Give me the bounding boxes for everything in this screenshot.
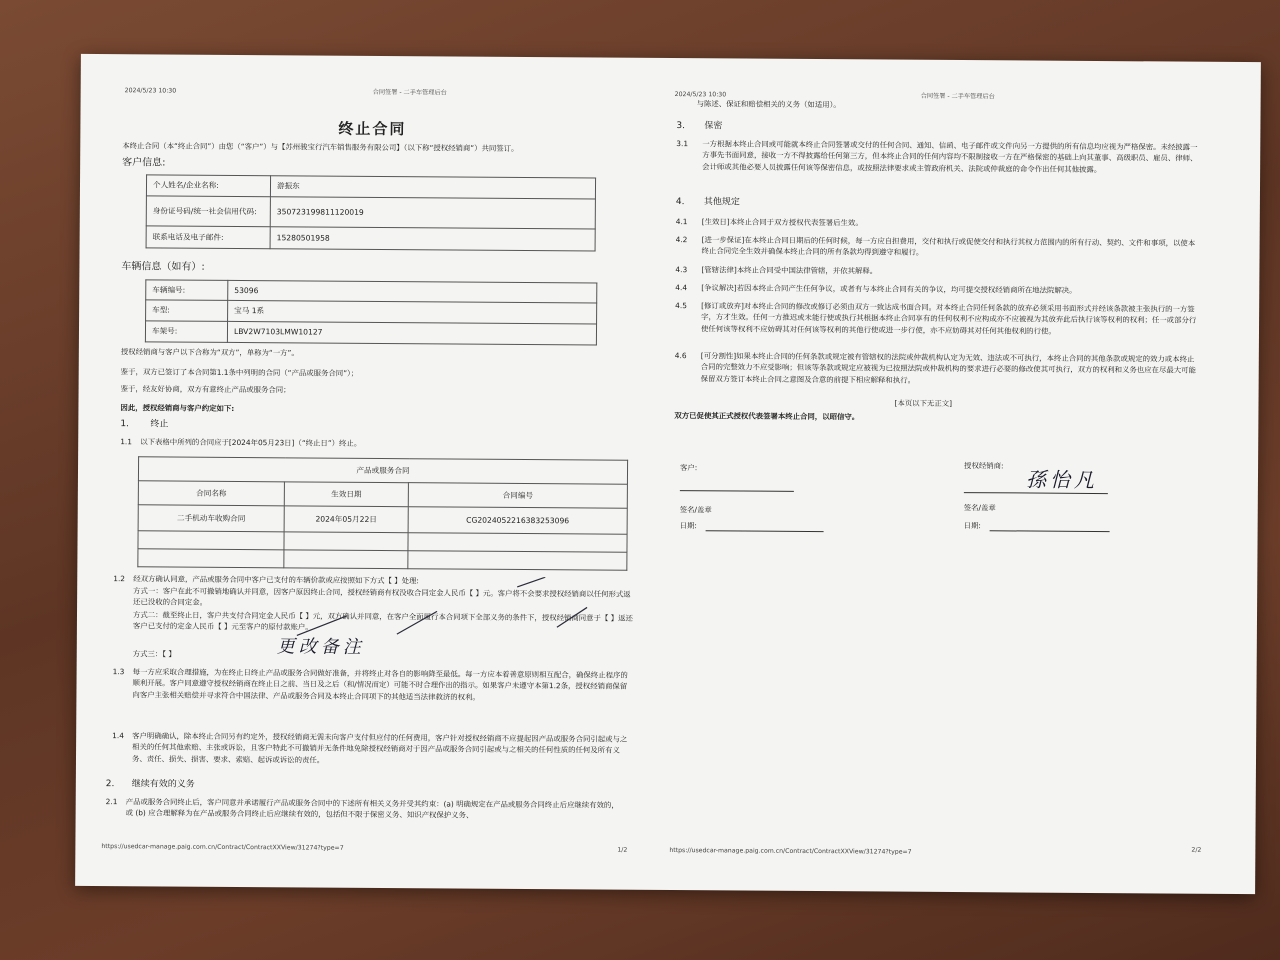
customer-label: 联系电话及电子邮件: [146, 226, 270, 249]
clause-1-4-number: 1.4 [112, 731, 124, 741]
clause-1-3: 每一方应采取合理措施，为在终止日终止产品或服务合同做好准备，并将终止对各自的影响降至最低。每一方应本着善意原则相互配合，确保终止程序的顺利开展。客户同意遵守授权经销商在终止日之前、当日及之后（和/情况而定）可能不时合理作出的指示。如果客户未遵守本第1.2条，授权经销商保留向客户主张相关赔偿并寻求符合中国法律、产品或服务合同及本终止合同项下的其他适当法律救济的权利。 [132, 667, 628, 702]
clause-1-2-method-3: 方式三：【 】 [132, 649, 176, 659]
footer-url: https://usedcar-manage.paig.com.cn/Contract/ContractXXView/31274?type=7 [101, 843, 344, 852]
product-contract-table [137, 456, 628, 570]
clause-3-1-number: 3.1 [676, 139, 689, 149]
customer-label: 身份证号码/统一社会信用代码: [146, 196, 270, 227]
table-row [138, 549, 627, 570]
customer-sign-label: 签名/盖章 [679, 505, 712, 515]
customer-value: 350723199811120019 [270, 197, 595, 229]
clause-1-2-method-1: 方式一：客户在此不可撤销地确认并同意，因客户原因终止合同，授权经销商有权没收合同定金人民币【 】元。客户将不会要求授权经销商以任何形式返还已没收的合同定金。 [133, 586, 631, 608]
clause-4-5: [修订或放弃]对本终止合同的修改或修订必须由双方一致达成书面合同。对本终止合同任何条款的放弃必须采用书面形式并经该条款被主张执行的一方签字，方才生效。任何一方推迟或未能行使或执行其根据本终止合同享有的任何权利不应构成亦不应被视为其放弃此后执行该等权利的权利；任一或部分行使任何该等权利不应妨碍其对任何该等权利的其他行使或进一步行使，亦不应妨碍其对任何其他权利的行使。 [700, 301, 1197, 336]
party-definition: 授权经销商与客户以下合称为“双方”，单称为“一方”。 [120, 347, 299, 358]
clause-4-2: [进一步保证]在本终止合同日期后的任何时候，每一方应自担费用，交付和执行或促使交付和执行其权力范围内的所有行动、契约、文件和事项，以使本终止合同完全生效并确保本终止合同的所有条款均得到遵守和履行。 [701, 235, 1196, 258]
column-header: 生效日期 [284, 482, 408, 507]
dealer-date-line [990, 530, 1110, 532]
vehicle-label: 车型: [146, 300, 228, 322]
whereas-1: 鉴于，双方已签订了本合同第1.1条中列明的合同（“产品或服务合同”）； [120, 367, 359, 378]
table-row [146, 196, 595, 229]
section-1-title: 终止 [150, 419, 169, 430]
customer-heading: 客户信息: [122, 157, 166, 169]
clause-1-2-number: 1.2 [113, 574, 126, 584]
footer-page-number: 1/2 [617, 846, 628, 854]
table-row [138, 505, 627, 534]
table-row [145, 321, 596, 345]
table-row [138, 481, 627, 508]
clause-4-6: [可分割性]如果本终止合同的任何条款或规定被有管辖权的法院或仲裁机构认定为无效、违法或不可执行，本终止合同的其他条款或规定的效力或本终止合同的完整效力不应受影响；但该等条款或规定应被视为已按照法院或仲裁机构的要求进行必要的修改使其可执行，双方的权利和义务也应在尽最大可能保留双方签订本终止合同之意图及合意的前提下相应解释和执行。 [700, 351, 1196, 385]
dealer-sign-label: 签名/盖章 [963, 503, 996, 513]
clause-1-4: 客户明确确认，除本终止合同另有约定外，授权经销商无需未向客户支付但应付的任何费用，客户针对授权经销商不应提起因产品或服务合同引起或与之相关的任何其他索赔、主张或诉讼，且客户特此不可撤销并无条件地免除授权经销商对于因产品或服务合同引起或与之相关的任何性质的任何及所有义务、责任、损失、损害、要求、索赔、起诉或诉讼的责任。 [131, 731, 628, 765]
handwritten-slash-marks [287, 575, 618, 657]
clause-4-5-number: 4.5 [675, 301, 687, 311]
section-4-number: 4. [675, 197, 685, 208]
customer-date-label: 日期: [679, 521, 697, 531]
table-row [138, 457, 627, 484]
witness-line: 双方已促使其正式授权代表签署本终止合同，以昭信守。 [674, 411, 860, 422]
clause-4-2-number: 4.2 [675, 235, 688, 245]
page-2 [671, 58, 1237, 894]
whereas-2: 鉴于，经友好协商，双方有意终止产品或服务合同； [120, 384, 291, 395]
header-title: 合同签署 - 二手车管理后台 [920, 92, 995, 101]
clause-4-3-number: 4.3 [675, 265, 688, 275]
section-2-number: 2. [105, 779, 115, 790]
no-further-text: [本页以下无正文] [894, 398, 953, 408]
column-header: 合同编号 [408, 483, 627, 509]
section-4-title: 其他规定 [703, 197, 740, 208]
footer-url: https://usedcar-manage.paig.com.cn/Contract/ContractXXView/31274?type=7 [669, 847, 912, 856]
clause-3-1: 一方根据本终止合同或可能就本终止合同签署或交付的任何合同、通知、信函、电子邮件或文件向另一方提供的所有信息均应视为严格保密。未经披露一方事先书面同意，接收一方不得披露给任何第三方，但本终止合同的任何内容均不限制接收一方在严格保密的基础上向其董事、高级职员、雇员、律师、会计师或其他必要人员披露任何该等保密信息，或按照法律要求或主管政府机关、法院或仲裁庭的命令作出任何其他披露。 [702, 139, 1198, 174]
dealer-label: 授权经销商: [964, 461, 1004, 471]
clause-1-2-intro: 经双方确认同意，产品或服务合同中客户已支付的车辆价款或应按照如下方式【 】处理: [133, 574, 419, 586]
vehicle-heading: 车辆信息（如有）: [121, 261, 205, 273]
customer-value: 15280501958 [270, 227, 595, 251]
clause-1-1: 以下表格中所列的合同应于[2024年05月23日]（“终止日”）终止。 [140, 437, 362, 448]
table-row [146, 226, 595, 251]
therefore-line: 因此，授权经销商与客户约定如下: [120, 403, 235, 413]
column-header: 合同名称 [138, 481, 284, 506]
dealer-handwritten-signature: 孫怡凡 [1025, 467, 1099, 493]
clause-1-3-number: 1.3 [112, 667, 125, 677]
handwritten-note: 更改备注 [276, 636, 365, 658]
clause-4-1: [生效日]本终止合同于双方授权代表签署后生效。 [701, 217, 863, 228]
vehicle-value: LBV2W7103LMW10127 [227, 321, 596, 345]
footer-page-number: 2/2 [1191, 846, 1202, 854]
vehicle-value: 宝马 1系 [228, 300, 597, 324]
section-1-number: 1. [120, 419, 129, 430]
clause-2-1-number: 2.1 [105, 797, 118, 807]
contract-number-cell: CG2024052216383253096 [408, 507, 627, 535]
customer-value: 游振东 [270, 176, 595, 199]
clause-1-2-method-2: 方式二：截至终止日，客户共支付合同定金人民币【 】元，双方确认并同意，在客户全面履行本合同项下全部义务的条件下，授权经销商同意于【 】返还客户已支付的定金人民币【 】元至客户的原付款账户。 [132, 610, 633, 632]
vehicle-label: 车辆编号: [146, 280, 228, 301]
header-time: 2024/5/23 10:30 [124, 87, 177, 95]
intro-paragraph: 本终止合同（本“终止合同”）由您（“客户”）与【苏州骏宝行汽车销售服务有限公司】（以下称“授权经销商”）共同签订。 [122, 141, 519, 153]
clause-4-3: [管辖法律]本终止合同受中国法律管辖，并依其解释。 [701, 265, 878, 276]
clause-1-1-number: 1.1 [120, 437, 133, 447]
clause-4-4: [争议解决]若因本终止合同产生任何争议，或者有与本终止合同有关的争议，均可提交授权经销商所在地法院解决。 [701, 283, 1077, 295]
continued-text: 与陈述、保证和赔偿相关的义务（如适用）。 [696, 99, 841, 110]
customer-label: 个人姓名/企业名称: [146, 175, 270, 197]
header-title: 合同签署 - 二手车管理后台 [372, 88, 447, 97]
customer-label: 客户: [680, 463, 698, 473]
clause-2-1: 产品或服务合同终止后，客户同意并承诺履行产品或服务合同中的下述所有相关义务并受其约束：(a) 明确规定在产品或服务合同终止后应继续有效的，或 (b) 应合理解释为在产品或服务合同终止后应继续有效的，包括但不限于保密义务、知识产权保护义务、 [125, 797, 619, 821]
contract-name-cell: 二手机动车收购合同 [138, 505, 284, 532]
contract-sheet [75, 54, 1261, 894]
vehicle-label: 车架号: [145, 321, 227, 343]
dealer-date-label: 日期: [963, 521, 981, 531]
customer-table [146, 174, 597, 251]
effective-date-cell: 2024年05月22日 [284, 506, 408, 533]
clause-4-1-number: 4.1 [675, 217, 688, 227]
document-title: 终止合同 [338, 119, 407, 139]
clause-4-4-number: 4.4 [675, 283, 688, 293]
clause-4-6-number: 4.6 [674, 351, 687, 361]
vehicle-value: 53096 [228, 280, 597, 303]
vehicle-table [145, 279, 597, 345]
section-3-title: 保密 [704, 121, 723, 132]
section-2-title: 继续有效的义务 [131, 779, 195, 790]
page-1 [101, 54, 651, 890]
header-time: 2024/5/23 10:30 [674, 91, 727, 99]
section-3-number: 3. [676, 121, 686, 132]
customer-sign-line [680, 490, 794, 492]
customer-date-line [706, 530, 824, 532]
product-table-title: 产品或服务合同 [138, 457, 627, 484]
